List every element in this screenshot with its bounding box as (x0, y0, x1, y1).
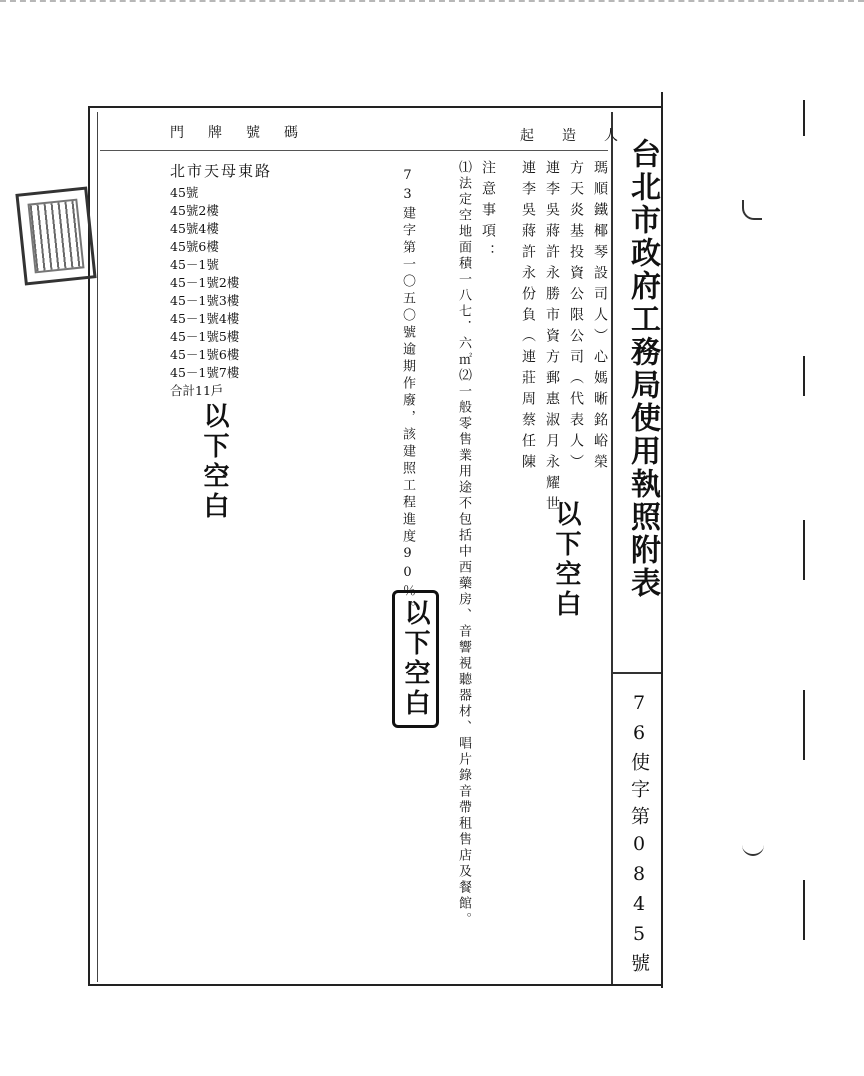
scan-margin-mark (803, 520, 805, 580)
door-item: 45－1號7樓 (170, 365, 240, 380)
builder-header: 起造人 (520, 128, 646, 144)
door-item: 45號2樓 (170, 203, 219, 218)
door-blank-stamp: 以下空白 (199, 402, 229, 522)
title-permit-divider (613, 672, 661, 674)
notes-header: 注意事項： (480, 160, 496, 265)
door-total: 合計11戶 (170, 383, 224, 398)
door-item: 45－1號5樓 (170, 329, 240, 344)
red-seal-stamp (15, 186, 96, 285)
builder-column-3: 連李吳蔣許永勝市資方郵惠淑月永耀世 (544, 160, 560, 517)
scan-margin-mark (803, 880, 805, 940)
door-street: 北市天母東路 (170, 162, 273, 180)
door-item: 45－1號3樓 (170, 293, 240, 308)
notes-blank-stamp: 以下空白 (392, 590, 439, 728)
door-item: 45－1號2樓 (170, 275, 240, 290)
door-item: 45號 (170, 185, 199, 200)
notes-item-2: 73建字第一〇五〇號逾期作廢，該建照工程進度90％。 (400, 168, 415, 618)
page-title: 台北市政府工務局使用執照附表 (625, 138, 660, 600)
scan-top-noise (0, 0, 864, 6)
door-number-header: 門牌號碼 (170, 125, 322, 141)
door-item: 45號4樓 (170, 221, 219, 236)
scan-margin-mark (742, 200, 762, 220)
builder-column-4: 連李吳蔣許永份負（連莊周蔡任陳 (520, 160, 536, 475)
builder-column-1: 瑪順鐵椰琴設司人）心媽晰銘峪榮 (592, 160, 608, 475)
scan-margin-mark (803, 100, 805, 136)
door-item: 45－1號6樓 (170, 347, 240, 362)
door-item: 45號6樓 (170, 239, 219, 254)
door-item: 45－1號4樓 (170, 311, 240, 326)
scan-margin-mark (742, 840, 764, 856)
builder-column-2: 方天炎基投資公限公司（代表人） (568, 160, 584, 475)
door-item: 45－1號 (170, 257, 219, 272)
notes-item-1: ⑴法定空地面積一八七．六㎡⑵一般零售業用途不包括中西藥房、音響視聽器材、唱片錄音帶租售店及餐館。 (456, 160, 471, 928)
door-number-list (170, 162, 272, 400)
scan-margin-mark (803, 356, 805, 396)
builder-blank-stamp: 以下空白 (551, 500, 581, 620)
header-rule (100, 150, 608, 151)
permit-number: 76使字第0845號 (628, 692, 650, 980)
inner-left-border (97, 112, 98, 982)
scan-margin-mark (803, 690, 805, 760)
title-column-divider (611, 112, 613, 984)
